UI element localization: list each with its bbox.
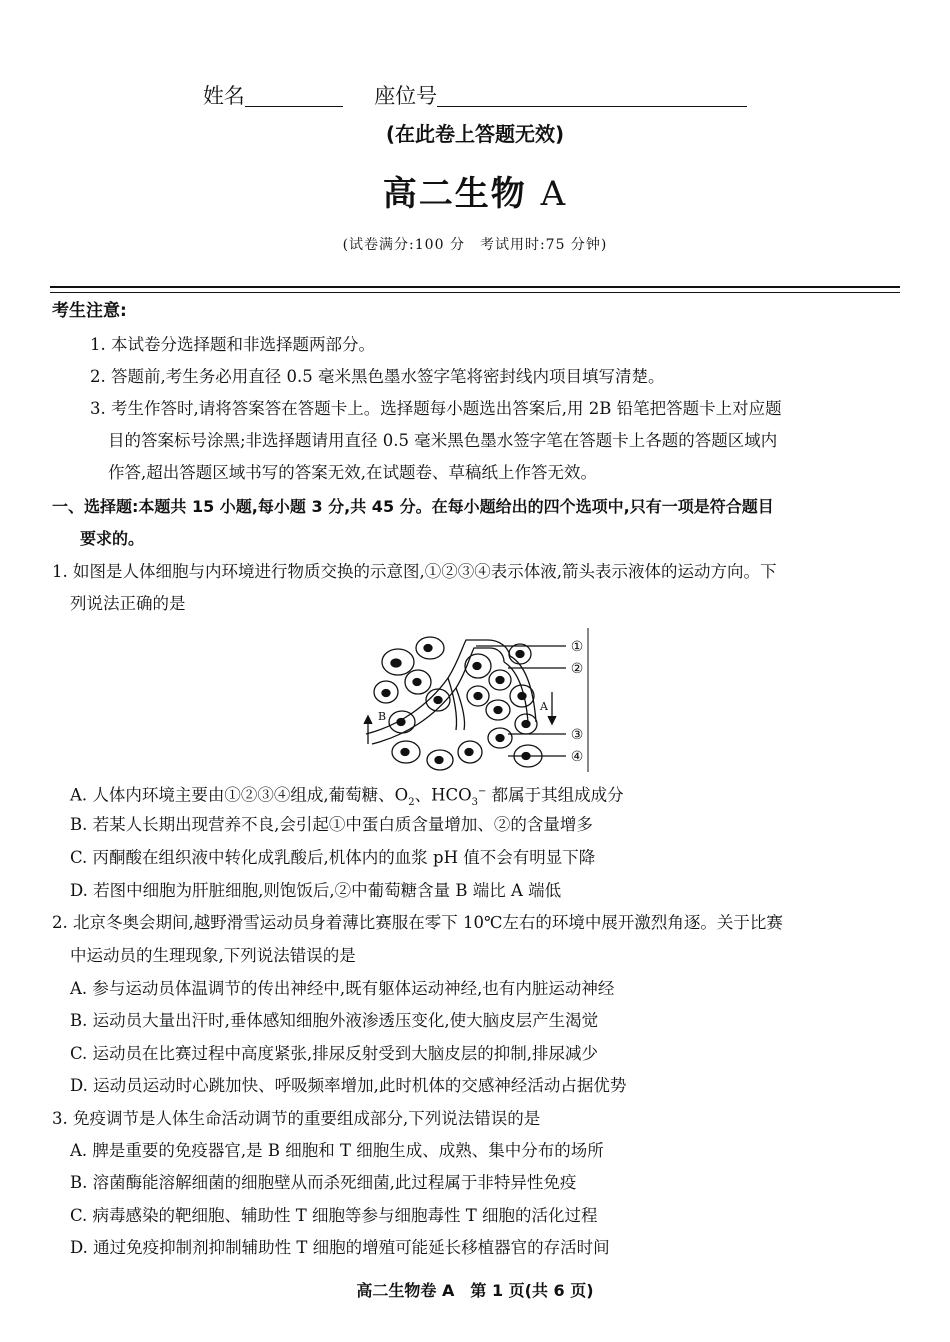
q1-option-b: B. 若某人长期出现营养不良,会引起①中蛋白质含量增加、②的含量增多 (70, 815, 593, 834)
q2-stem: 2. 北京冬奥会期间,越野滑雪运动员身着薄比赛服在零下 10℃左右的环境中展开激烈角逐。关于比赛 (52, 913, 783, 932)
q2-option-b: B. 运动员大量出汗时,垂体感知细胞外液渗透压变化,使大脑皮层产生渴觉 (70, 1011, 599, 1030)
divider-thick (50, 286, 900, 288)
fig-label-1: ① (570, 639, 584, 655)
fig-label-2: ② (570, 661, 584, 677)
section-heading: 一、选择题:本题共 15 小题,每小题 3 分,共 45 分。在每小题给出的四个选项中,只有一项是符合题目 (52, 497, 774, 516)
page-title (0, 166, 950, 215)
q3-stem: 3. 免疫调节是人体生命活动调节的重要组成部分,下列说法错误的是 (52, 1109, 541, 1128)
attention-heading: 考生注意: (52, 301, 127, 321)
fig-label-3: ③ (570, 727, 584, 743)
q1-option-a-text1: A. 人体内环境主要由①②③④组成,葡萄糖、O (70, 785, 409, 805)
body-fluid-diagram (358, 626, 600, 774)
attention-item-3: 3. 考生作答时,请将答案答在答题卡上。选择题每小题选出答案后,用 2B 铅笔把答题卡上对应题 (90, 399, 782, 418)
q3-option-b: B. 溶菌酶能溶解细菌的细胞壁从而杀死细菌,此过程属于非特异性免疫 (70, 1173, 577, 1192)
q1-option-a-sub2: 3 (471, 796, 478, 808)
q2-option-c: C. 运动员在比赛过程中高度紧张,排尿反射受到大脑皮层的抑制,排尿减少 (70, 1044, 599, 1063)
page-footer: 高二生物卷 A 第 1 页(共 6 页) (356, 1281, 594, 1300)
fig-label-B: B (378, 710, 387, 723)
title-text: 高二生物 (382, 174, 527, 214)
q1-option-d: D. 若图中细胞为肝脏细胞,则饱饭后,②中葡萄糖含量 B 端比 A 端低 (70, 881, 562, 900)
q3-option-c: C. 病毒感染的靶细胞、辅助性 T 细胞等参与细胞毒性 T 细胞的活化过程 (70, 1206, 598, 1225)
attention-item-3-cont1: 目的答案标号涂黑;非选择题请用直径 0.5 毫米黑色墨水签字笔在答题卡上各题的答题区域内 (108, 431, 778, 450)
q1-option-a-text3: 都属于其组成成分 (486, 785, 624, 805)
q1-stem: 1. 如图是人体细胞与内环境进行物质交换的示意图,①②③④表示体液,箭头表示液体的运动方向。下 (52, 562, 777, 581)
q3-option-d: D. 通过免疫抑制剂抑制辅助性 T 细胞的增殖可能延长移植器官的存活时间 (70, 1238, 610, 1257)
seat-blank (437, 84, 747, 107)
q2-stem-cont: 中运动员的生理现象,下列说法错误的是 (70, 946, 356, 965)
attention-item-1: 1. 本试卷分选择题和非选择题两部分。 (90, 335, 375, 354)
q1-option-a-sub1: 2 (408, 796, 415, 808)
q1-stem-cont: 列说法正确的是 (70, 594, 186, 613)
candidate-info-line (0, 80, 950, 110)
name-label: 姓名 (202, 84, 245, 108)
seat-label: 座位号 (374, 84, 438, 108)
title-letter: A (540, 174, 568, 214)
q1-option-a-sup: − (477, 786, 487, 797)
section-heading-cont: 要求的。 (80, 529, 145, 548)
q1-option-a (70, 781, 624, 814)
attention-item-3-cont2: 作答,超出答题区域书写的答案无效,在试题卷、草稿纸上作答无效。 (108, 463, 597, 482)
q2-option-a: A. 参与运动员体温调节的传出神经中,既有躯体运动神经,也有内脏运动神经 (70, 979, 615, 998)
q3-option-a: A. 脾是重要的免疫器官,是 B 细胞和 T 细胞生成、成熟、集中分布的场所 (70, 1141, 604, 1160)
exam-subtitle: (试卷满分:100 分 考试用时:75 分钟) (342, 237, 608, 253)
q1-option-c: C. 丙酮酸在组织液中转化成乳酸后,机体内的血浆 pH 值不会有明显下降 (70, 848, 596, 867)
name-blank (245, 84, 343, 107)
fig-label-A: A (540, 700, 548, 713)
invalid-notice: (在此卷上答题无效) (385, 122, 565, 146)
fig-label-4: ④ (570, 749, 584, 765)
q2-option-d: D. 运动员运动时心跳加快、呼吸频率增加,此时机体的交感神经活动占据优势 (70, 1076, 627, 1095)
q1-figure (358, 626, 600, 774)
attention-item-2: 2. 答题前,考生务必用直径 0.5 毫米黑色墨水签字笔将密封线内项目填写清楚。 (90, 367, 665, 386)
divider-thin (50, 292, 900, 293)
q1-option-a-text2: 、HCO (414, 785, 472, 805)
